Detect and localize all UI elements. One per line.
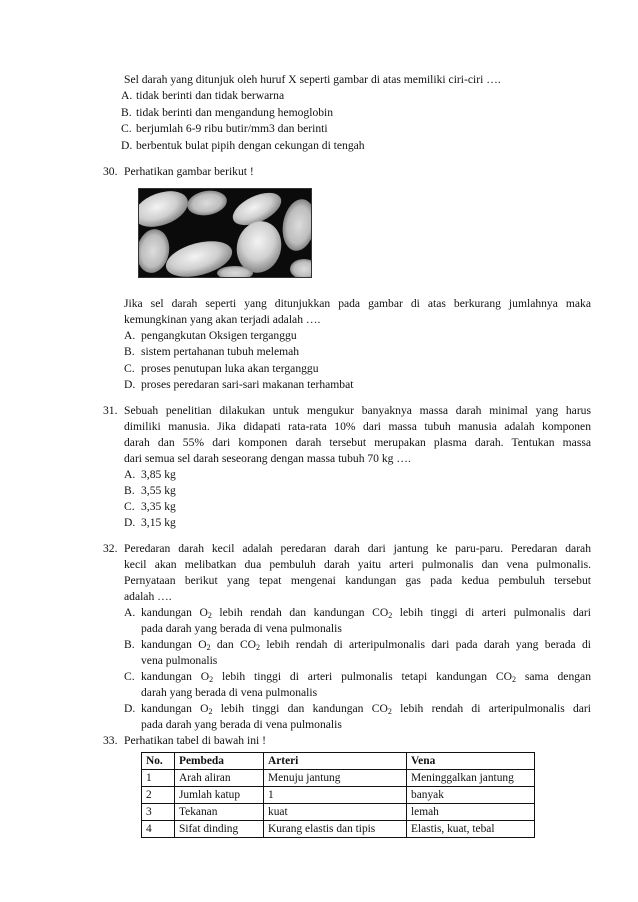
table-row [142, 787, 535, 804]
q31-option-b-letter: B. [124, 484, 135, 497]
q30-number: 30. [103, 165, 118, 178]
table-row [142, 804, 535, 821]
q32-option-d-letter: D. [124, 702, 136, 715]
q29-option-a-letter: A. [121, 89, 133, 102]
q32-line-2: kecil akan melibatkan dua pembuluh darah yaitu arteri pulmonalis dan vena pulmonalis. [124, 558, 591, 571]
q32-number: 32. [103, 542, 118, 555]
q29-option-a: tidak berinti dan tidak berwarna [136, 89, 285, 102]
q31-line-1: Sebuah penelitian dilakukan untuk mengukur banyaknya massa darah minimal yang harus [124, 404, 591, 417]
q29-option-b: tidak berinti dan mengandung hemoglobin [136, 106, 334, 119]
q30-option-c: proses penutupan luka akan terganggu [141, 362, 319, 375]
q33-intro: Perhatikan tabel di bawah ini ! [124, 734, 266, 747]
table-cell: Elastis, kuat, tebal [407, 821, 535, 838]
q31-option-d-letter: D. [124, 516, 136, 529]
table-cell: banyak [407, 787, 535, 804]
table-cell: 1 [142, 770, 175, 787]
q30-option-b: sistem pertahanan tubuh melemah [141, 345, 300, 358]
q30-option-c-letter: C. [124, 362, 135, 375]
table-cell: Jumlah katup [175, 787, 264, 804]
table-cell: lemah [407, 804, 535, 821]
q32-line-4: adalah …. [124, 590, 172, 603]
q31-option-b: 3,55 kg [141, 484, 176, 497]
q29-option-d-letter: D. [121, 139, 133, 152]
red-blood-cells-image [138, 188, 312, 278]
q30-stem-line-2: kemungkinan yang akan terjadi adalah …. [124, 313, 321, 326]
table-cell: Tekanan [175, 804, 264, 821]
q30-intro: Perhatikan gambar berikut ! [124, 165, 254, 178]
q29-option-c-letter: C. [121, 122, 132, 135]
q29-stem: Sel darah yang ditunjuk oleh huruf X seperti gambar di atas memiliki ciri-ciri …. [124, 73, 501, 86]
table-header-vena: Vena [407, 753, 535, 770]
table-cell: 4 [142, 821, 175, 838]
q29-option-d: berbentuk bulat pipih dengan cekungan di tengah [136, 139, 365, 152]
table-row [142, 770, 535, 787]
table-cell: Kurang elastis dan tipis [264, 821, 407, 838]
q31-number: 31. [103, 404, 118, 417]
q31-line-3: darah dan 55% dari komponen darah tersebut merupakan plasma darah. Tentukan massa [124, 436, 591, 449]
table-cell: Meninggalkan jantung [407, 770, 535, 787]
q30-option-b-letter: B. [124, 345, 135, 358]
q32-option-d-line-1: kandungan $O_2$ lebih tinggi dan kandungan $CO_2$ lebih rendah di arteripulmonalis dari [141, 702, 591, 716]
q33-number: 33. [103, 734, 118, 747]
q29-option-b-letter: B. [121, 106, 132, 119]
table-cell: 3 [142, 804, 175, 821]
table-cell: Menuju jantung [264, 770, 407, 787]
q32-option-a-line-2: pada darah yang berada di vena pulmonalis [141, 622, 342, 635]
q31-option-d: 3,15 kg [141, 516, 176, 529]
red-blood-cells-illustration [139, 189, 311, 277]
table-cell: 1 [264, 787, 407, 804]
q31-option-c-letter: C. [124, 500, 135, 513]
q32-option-b-line-1: kandungan $O_2$ dan $CO_2$ lebih rendah di arteripulmonalis dari pada darah yang berada di [141, 638, 591, 652]
q32-option-c-line-2: darah yang berada di vena pulmonalis [141, 686, 318, 699]
q30-stem-line-1: Jika sel darah seperti yang ditunjukkan pada gambar di atas berkurang jumlahnya maka [124, 297, 591, 310]
table-cell: Arah aliran [175, 770, 264, 787]
artery-vein-table [141, 752, 535, 838]
q31-option-c: 3,35 kg [141, 500, 176, 513]
q31-line-4: dari semua sel darah seseorang dengan massa tubuh 70 kg …. [124, 452, 411, 465]
table-header-arteri: Arteri [264, 753, 407, 770]
table-cell: kuat [264, 804, 407, 821]
q31-line-2: dimiliki manusia. Jika didapati rata-rata 10% dari massa tubuh manusia adalah komponen [124, 420, 591, 433]
q30-option-d: proses peredaran sari-sari makanan terhambat [141, 378, 354, 391]
q32-option-d-line-2: pada darah yang berada di vena pulmonalis [141, 718, 342, 731]
q31-option-a-letter: A. [124, 468, 136, 481]
q32-line-1: Peredaran darah kecil adalah peredaran darah dari jantung ke paru-paru. Peredaran darah [124, 542, 591, 555]
q30-option-d-letter: D. [124, 378, 136, 391]
table-cell: Sifat dinding [175, 821, 264, 838]
q30-option-a-letter: A. [124, 329, 136, 342]
table-header-no: No. [142, 753, 175, 770]
table-header-pembeda: Pembeda [175, 753, 264, 770]
table-cell: 2 [142, 787, 175, 804]
q32-option-a-letter: A. [124, 606, 136, 619]
q31-option-a: 3,85 kg [141, 468, 176, 481]
q30-option-a: pengangkutan Oksigen terganggu [141, 329, 297, 342]
q32-option-a-line-1: kandungan $O_2$ lebih rendah dan kandungan $CO_2$ lebih tinggi di arteri pulmonalis dari [141, 606, 591, 620]
q32-option-c-line-1: kandungan $O_2$ lebih tinggi di arteri pulmonalis tetapi kandungan $CO_2$ sama dengan [141, 670, 591, 684]
q32-option-c-letter: C. [124, 670, 135, 683]
q32-option-b-letter: B. [124, 638, 135, 651]
q32-option-b-line-2: vena pulmonalis [141, 654, 218, 667]
q32-line-3: Pernyataan berikut yang tepat mengenai kandungan gas pada kedua pembuluh tersebut [124, 574, 591, 587]
table-row [142, 821, 535, 838]
q29-option-c: berjumlah 6-9 ribu butir/mm3 dan berinti [136, 122, 328, 135]
table-header-row [142, 753, 535, 770]
